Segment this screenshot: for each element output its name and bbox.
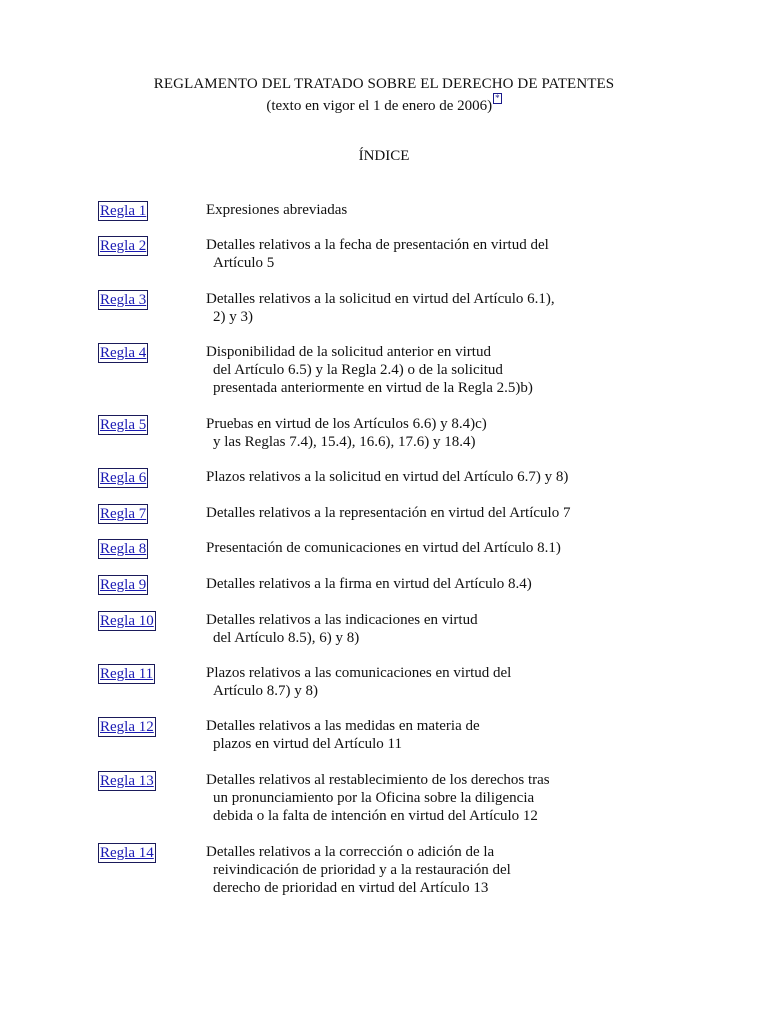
rule-description-line: 2) y 3): [213, 309, 253, 325]
rule-description: [206, 843, 626, 897]
rule-description: [206, 504, 626, 522]
rule-link[interactable]: Regla 7: [100, 506, 147, 522]
rule-description-line: debida o la falta de intención en virtud del Artículo 12: [213, 808, 538, 824]
rule-link[interactable]: Regla 13: [100, 773, 154, 789]
rule-link[interactable]: Regla 11: [100, 666, 154, 682]
rule-description: [206, 539, 626, 557]
rule-description: [206, 611, 626, 647]
rule-description-line: Plazos relativos a la solicitud en virtud del Artículo 6.7) y 8): [206, 469, 569, 485]
rule-link[interactable]: Regla 8: [100, 541, 147, 557]
index-heading: ÍNDICE: [358, 148, 410, 164]
rule-description-line: Presentación de comunicaciones en virtud del Artículo 8.1): [206, 540, 561, 556]
rule-link[interactable]: Regla 5: [100, 417, 147, 433]
rule-link[interactable]: Regla 10: [100, 613, 154, 629]
rule-description-line: del Artículo 6.5) y la Regla 2.4) o de la solicitud: [213, 362, 503, 378]
rule-description: [206, 468, 626, 486]
rule-description: [206, 343, 626, 397]
rule-description-line: Expresiones abreviadas: [206, 202, 348, 218]
rule-description: [206, 575, 626, 593]
rule-description-line: Artículo 5: [213, 255, 275, 271]
rule-description: [206, 771, 626, 825]
rule-description-line: Artículo 8.7) y 8): [213, 683, 318, 699]
rule-description-line: presentada anteriormente en virtud de la Regla 2.5)b): [213, 380, 533, 396]
rule-description-line: Detalles relativos a la solicitud en virtud del Artículo 6.1),: [206, 291, 555, 307]
rule-description-line: Disponibilidad de la solicitud anterior en virtud: [206, 344, 491, 360]
rule-link[interactable]: Regla 1: [100, 203, 147, 219]
footnote-link[interactable]: *: [495, 93, 500, 103]
rule-description-line: y las Reglas 7.4), 15.4), 16.6), 17.6) y 18.4): [213, 434, 476, 450]
rule-description-line: Detalles relativos a la representación en virtud del Artículo 7: [206, 505, 571, 521]
rule-link[interactable]: Regla 4: [100, 345, 147, 361]
rule-description-line: reivindicación de prioridad y a la restauración del: [213, 862, 511, 878]
rule-description-line: Detalles relativos a las medidas en materia de: [206, 718, 480, 734]
rule-description-line: Pruebas en virtud de los Artículos 6.6) y 8.4)c): [206, 416, 487, 432]
rule-link[interactable]: Regla 9: [100, 577, 147, 593]
rule-description-line: Detalles relativos a la corrección o adición de la: [206, 844, 495, 860]
document-subtitle: [0, 93, 768, 115]
rule-description-line: Detalles relativos a la fecha de presentación en virtud del: [206, 237, 549, 253]
rule-link[interactable]: Regla 12: [100, 719, 154, 735]
rule-description-line: Plazos relativos a las comunicaciones en virtud del: [206, 665, 512, 681]
rule-description-line: Detalles relativos a la firma en virtud del Artículo 8.4): [206, 576, 532, 592]
rule-description-line: plazos en virtud del Artículo 11: [213, 736, 402, 752]
subtitle-text: (texto en vigor el 1 de enero de 2006): [266, 98, 493, 114]
rule-description-line: Detalles relativos a las indicaciones en virtud: [206, 612, 478, 628]
rule-description-line: un pronunciamiento por la Oficina sobre la diligencia: [213, 790, 535, 806]
rule-link[interactable]: Regla 14: [100, 845, 154, 861]
rule-description-line: derecho de prioridad en virtud del Artículo 13: [213, 880, 489, 896]
rule-description: [206, 290, 626, 326]
rule-description: [206, 236, 626, 272]
rule-link[interactable]: Regla 3: [100, 292, 147, 308]
rule-description: [206, 717, 626, 753]
rule-description-line: Detalles relativos al restablecimiento de los derechos tras: [206, 772, 550, 788]
document-title: REGLAMENTO DEL TRATADO SOBRE EL DERECHO DE PATENTES: [153, 76, 615, 92]
rule-link[interactable]: Regla 6: [100, 470, 147, 486]
rule-description-line: del Artículo 8.5), 6) y 8): [213, 630, 360, 646]
rule-description: [206, 664, 626, 700]
rule-description: [206, 415, 626, 451]
rule-description: [206, 201, 626, 219]
rule-link[interactable]: Regla 2: [100, 238, 147, 254]
